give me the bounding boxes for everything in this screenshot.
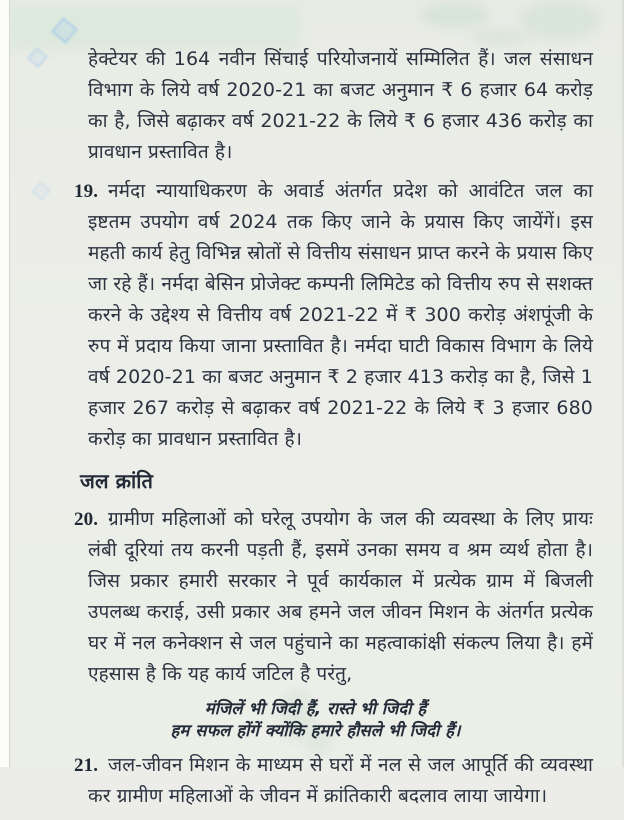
item-21-number: 21. <box>74 755 99 776</box>
numbered-item-20 <box>74 504 593 690</box>
numbered-item-19 <box>74 176 593 455</box>
numbered-item-21 <box>74 750 593 812</box>
item-19-number: 19. <box>74 181 99 202</box>
blue-watermark-icon <box>27 47 48 68</box>
section-heading-jal-kranti: जल क्रांति <box>80 469 153 493</box>
item-19-text: नर्मदा न्यायाधिकरण के अवार्ड अंतर्गत प्रदेश को आवंटित जल का इष्टतम उपयोग वर्ष 2024 तक किए जाने के प्रयास किए जायेंगें। इस महती कार्य हेतु विभिन्न स्रोतों से वित्तीय संसाधन प्राप्त करने के प्रयास किए जा रहे हैं। नर्मदा बेसिन प्रोजेक्ट कम्पनी लिमिटेड को वित्तीय रुप से सशक्त करने के उद्देश्य से वित्तीय वर्ष 2021-22 में ₹ 300 करोड़ अंशपूंजी के रुप में प्रदाय किया जाना प्रस्तावित है। नर्मदा घाटी विकास विभाग के लिये वर्ष 2020-21 का बजट अनुमान ₹ 2 हजार 413 करोड़ का है, जिसे 1 हजार 267 करोड़ से बढ़ाकर वर्ष 2021-22 के लिये ₹ 3 हजार 680 करोड़ का प्रावधान प्रस्तावित है। <box>88 180 593 450</box>
blue-watermark-icon <box>31 181 51 201</box>
scan-tint-band <box>8 5 300 49</box>
scan-bleedthrough-smudge <box>420 2 490 28</box>
verse-line-1: मंजिलें भी जिदी हैं, रास्ते भी जिदी हैं <box>204 699 427 718</box>
verse-line-2: हम सफल होंगें क्योंकि हमारे हौसले भी जिदी हैं। <box>170 720 461 740</box>
scanner-edge-left <box>0 0 10 767</box>
scan-bleedthrough-smudge <box>520 0 600 40</box>
verse-couplet <box>88 698 593 741</box>
item-21-text: जल-जीवन मिशन के माध्यम से घरों में नल से जल आपूर्ति की व्यवस्था कर ग्रामीण महिलाओं के जीवन में क्रांतिकारी बदलाव लाया जायेगा। <box>88 754 593 807</box>
item-20-text: ग्रामीण महिलाओं को घरेलू उपयोग के जल की व्यवस्था के लिए प्रायः लंबी दूरियां तय करनी पड़ती हैं, इसमें उनका समय व श्रम व्यर्थ होता है। जिस प्रकार हमारी सरकार ने पूर्व कार्यकाल में प्रत्येक ग्राम में बिजली उपलब्ध कराई, उसी प्रकार अब हमने जल जीवन मिशन के अंतर्गत प्रत्येक घर में नल कनेक्शन से जल पहुंचाने का महत्वाकांक्षी संकल्प लिया है। हमें एहसास है कि यह कार्य जटिल है परंतु, <box>88 508 593 685</box>
page-text-block <box>74 44 593 820</box>
item-20-number: 20. <box>74 509 99 530</box>
intro-paragraph: हेक्टेयर की 164 नवीन सिंचाई परियोजनायें सम्मिलित हैं। जल संसाधन विभाग के लिये वर्ष 2020-21 का बजट अनुमान ₹ 6 हजार 64 करोड़ का है, जिसे बढ़ाकर वर्ष 2021-22 के लिये ₹ 6 हजार 436 करोड़ का प्रावधान प्रस्तावित है। <box>88 48 593 163</box>
